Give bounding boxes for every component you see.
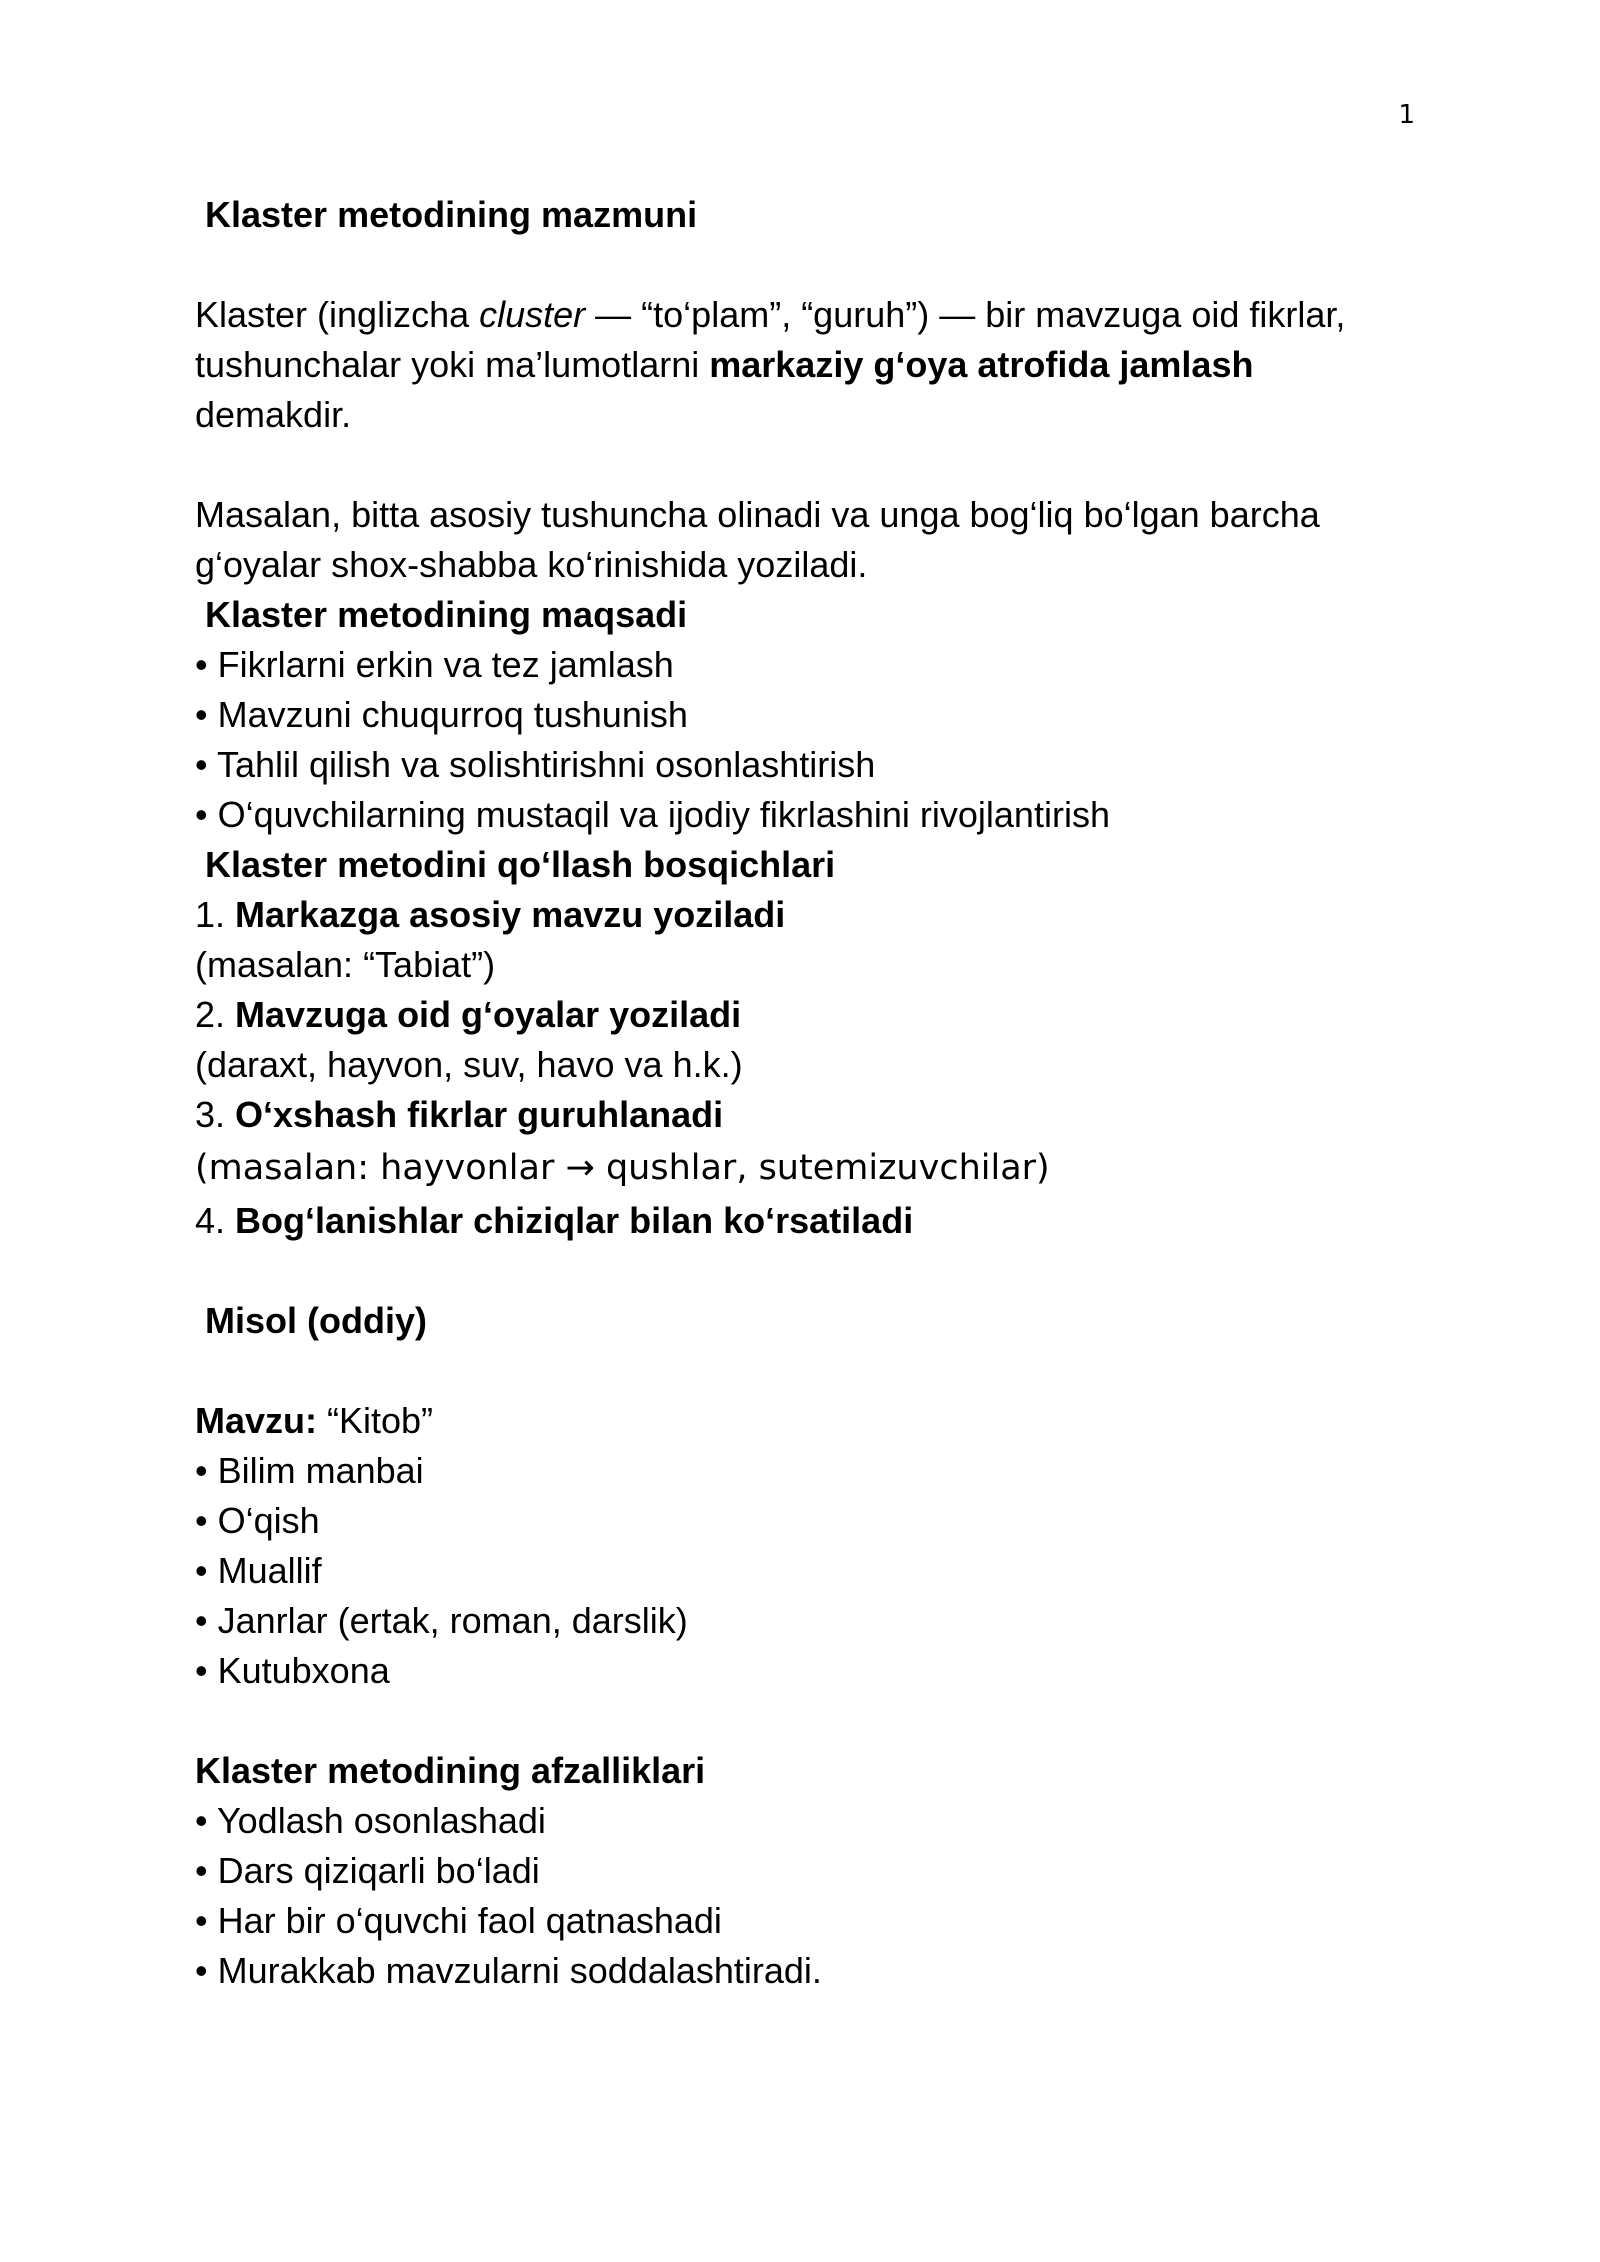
- step-3: [195, 1090, 1425, 1140]
- list-item: • Tahlil qilish va solishtirishni osonlashtirish: [195, 744, 876, 785]
- topic-label: Mavzu:: [195, 1400, 318, 1441]
- definition-bold-phrase: markaziy g‘oya atrofida jamlash: [709, 344, 1254, 385]
- step-number: 3.: [195, 1094, 236, 1135]
- step-number: 4.: [195, 1200, 236, 1241]
- list-item: • Bilim manbai: [195, 1450, 424, 1491]
- step-3-note: (masalan: hayvonlar → qushlar, sutemizuvchilar): [195, 1148, 1050, 1188]
- heading-maqsadi: Klaster metodining maqsadi: [205, 594, 688, 635]
- topic-line: [195, 1396, 1425, 1446]
- list-item: • O‘quvchilarning mustaqil va ijodiy fikrlashini rivojlantirish: [195, 794, 1110, 835]
- list-item: • O‘qish: [195, 1500, 320, 1541]
- paragraph-example-line-2: g‘oyalar shox-shabba ko‘rinishida yoziladi.: [195, 544, 868, 585]
- page-number: 1: [1398, 100, 1415, 130]
- list-item: • Dars qiziqarli bo‘ladi: [195, 1850, 540, 1891]
- definition-text-b: — “to‘plam”, “guruh”) — bir mavzuga oid fikrlar,: [585, 294, 1346, 335]
- step-2-note: (daraxt, hayvon, suv, havo va h.k.): [195, 1044, 743, 1085]
- paragraph-definition-line-1: [195, 290, 1425, 340]
- step-title: Markazga asosiy mavzu yoziladi: [235, 894, 786, 935]
- heading-bosqichlari: Klaster metodini qo‘llash bosqichlari: [205, 844, 836, 885]
- step-title: Bog‘lanishlar chiziqlar bilan ko‘rsatiladi: [235, 1200, 914, 1241]
- step-title: Mavzuga oid g‘oyalar yoziladi: [235, 994, 742, 1035]
- list-item: • Janrlar (ertak, roman, darslik): [195, 1600, 688, 1641]
- definition-text-c: tushunchalar yoki ma’lumotlarni: [195, 344, 710, 385]
- paragraph-example-line-1: Masalan, bitta asosiy tushuncha olinadi va unga bog‘liq bo‘lgan barcha: [195, 494, 1320, 535]
- list-item: • Mavzuni chuqurroq tushunish: [195, 694, 688, 735]
- document-body: [195, 190, 1425, 1996]
- definition-cluster-term: cluster: [479, 294, 586, 335]
- heading-mazmuni: Klaster metodining mazmuni: [205, 194, 698, 235]
- step-4: [195, 1196, 1425, 1246]
- list-item: • Kutubxona: [195, 1650, 390, 1691]
- step-1: [195, 890, 1425, 940]
- list-item: • Muallif: [195, 1550, 322, 1591]
- paragraph-definition-line-3: demakdir.: [195, 394, 352, 435]
- list-item: • Har bir o‘quvchi faol qatnashadi: [195, 1900, 722, 1941]
- list-item: • Fikrlarni erkin va tez jamlash: [195, 644, 674, 685]
- step-number: 2.: [195, 994, 236, 1035]
- heading-misol: Misol (oddiy): [205, 1300, 427, 1341]
- heading-afzalliklari: Klaster metodining afzalliklari: [195, 1750, 706, 1791]
- definition-text-a: Klaster (inglizcha: [195, 294, 480, 335]
- paragraph-definition-line-2: [195, 340, 1425, 390]
- step-number: 1.: [195, 894, 236, 935]
- list-item: • Yodlash osonlashadi: [195, 1800, 546, 1841]
- list-item: • Murakkab mavzularni soddalashtiradi.: [195, 1950, 822, 1991]
- step-1-note: (masalan: “Tabiat”): [195, 944, 496, 985]
- step-2: [195, 990, 1425, 1040]
- step-title: O‘xshash fikrlar guruhlanadi: [235, 1094, 724, 1135]
- topic-value: “Kitob”: [317, 1400, 434, 1441]
